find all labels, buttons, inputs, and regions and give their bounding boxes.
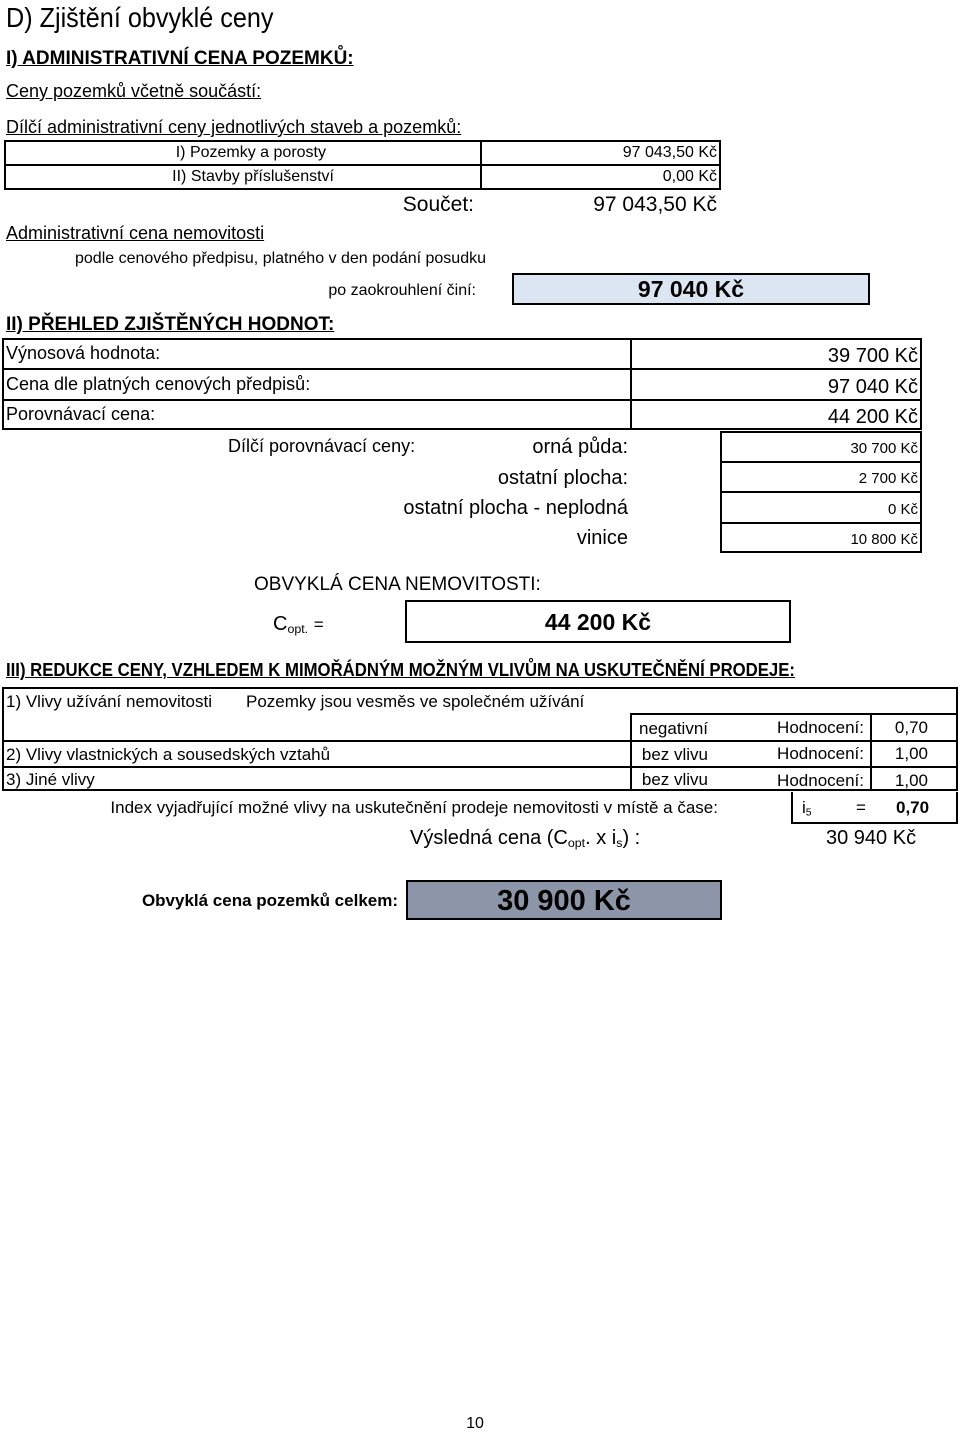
partial-row-value: 0 Kč: [887, 501, 918, 518]
influence-effect: negativní: [639, 719, 708, 738]
value-row-label: Cena dle platných cenových předpisů:: [6, 374, 311, 394]
row-value: 97 043,50 Kč: [622, 144, 717, 161]
result-value: 30 940 Kč: [826, 827, 917, 849]
value-row-label: Výnosová hodnota:: [6, 343, 161, 363]
total-value: 30 900 Kč: [497, 885, 631, 917]
usual-price-value: 44 200 Kč: [544, 609, 652, 635]
partial-row-label: ostatní plocha - neplodná: [403, 497, 628, 519]
value-row-label: Porovnávací cena:: [6, 404, 156, 424]
admin-price-sub: podle cenového předpisu, platného v den podání posudku: [75, 250, 486, 267]
partial-comparative-label: Dílčí porovnávací ceny:: [228, 436, 416, 456]
copt-formula: [273, 613, 324, 637]
row-label: I) Pozemky a porosty: [175, 144, 326, 161]
index-symbol: i: [802, 798, 806, 817]
sum-value: 97 043,50 Kč: [593, 193, 717, 216]
rating-value: 1,00: [894, 771, 928, 790]
usual-price-label: OBVYKLÁ CENA NEMOVITOSTI:: [254, 574, 541, 595]
row-value: 0,00 Kč: [662, 168, 717, 185]
influence-effect: bez vlivu: [641, 745, 708, 764]
page-number: 10: [466, 1415, 484, 1432]
index-formula: [802, 798, 812, 819]
rating-value: 0,70: [894, 718, 928, 737]
rounded-price-box: [512, 273, 870, 305]
section2-heading: II) PŘEHLED ZJIŠTĚNÝCH HODNOT:: [6, 314, 335, 335]
rating-label: Hodnocení:: [777, 744, 864, 763]
result-label-pre: Výsledná cena (C: [410, 827, 568, 849]
value-row-value: 39 700 Kč: [827, 345, 918, 367]
total-label: Obvyklá cena pozemků celkem:: [141, 891, 398, 910]
influence-label: 1) Vlivy užívání nemovitosti: [6, 692, 212, 711]
partial-row-value: 10 800 Kč: [850, 531, 918, 548]
result-label-mid: . x i: [585, 827, 617, 849]
result-label-post: ) :: [622, 827, 641, 849]
index-box: [791, 792, 958, 824]
influence-effect: bez vlivu: [641, 770, 708, 789]
copt-eq: =: [313, 615, 324, 634]
index-sub: 5: [805, 806, 812, 819]
total-box: [406, 880, 722, 920]
partial-row-label: vinice: [576, 527, 628, 549]
partial-admin-label: Dílčí administrativní ceny jednotlivých staveb a pozemků:: [6, 117, 462, 137]
usual-price-box: [405, 600, 791, 643]
copt-sub: opt.: [287, 622, 309, 637]
partial-row-value: 30 700 Kč: [850, 440, 918, 457]
rating-value: 1,00: [894, 744, 928, 763]
value-row-value: 44 200 Kč: [827, 406, 918, 428]
result-label: [410, 827, 641, 851]
index-label: Index vyjadřující možné vlivy na uskutečnění prodeje nemovitosti v místě a čase:: [110, 798, 718, 817]
partial-row-label: ostatní plocha:: [497, 467, 628, 489]
index-value: 0,70: [896, 798, 930, 817]
section1-heading: I) ADMINISTRATIVNÍ CENA POZEMKŮ:: [6, 48, 354, 69]
influence-label: 2) Vlivy vlastnických a sousedských vztahů: [6, 745, 331, 764]
partial-row-label: orná půda:: [532, 436, 628, 458]
row-label: II) Stavby příslušenství: [172, 168, 334, 185]
copt-c: C: [273, 613, 288, 635]
page-title: D) Zjištění obvyklé ceny: [6, 2, 274, 33]
section3-heading: III) REDUKCE CENY, VZHLEDEM K MIMOŘÁDNÝM MOŽNÝM VLIVŮM NA USKUTEČNĚNÍ PRODEJE:: [6, 660, 795, 680]
influence-note: Pozemky jsou vesměs ve společném užívání: [246, 692, 585, 711]
rounded-price: 97 040 Kč: [637, 276, 745, 302]
index-eq: =: [856, 798, 866, 817]
influence-label: 3) Jiné vlivy: [6, 770, 95, 789]
result-sub-s: s: [616, 836, 623, 851]
result-sub-opt: opt: [567, 836, 586, 851]
rating-label: Hodnocení:: [777, 771, 864, 790]
rating-label: Hodnocení:: [777, 718, 864, 737]
admin-price-label: Administrativní cena nemovitosti: [6, 223, 265, 243]
partial-row-value: 2 700 Kč: [858, 470, 918, 487]
value-row-value: 97 040 Kč: [827, 376, 918, 398]
section1-subheading: Ceny pozemků včetně součástí:: [6, 81, 262, 101]
sum-label: Součet:: [402, 193, 474, 216]
rounding-label: po zaokrouhlení činí:: [328, 282, 476, 299]
